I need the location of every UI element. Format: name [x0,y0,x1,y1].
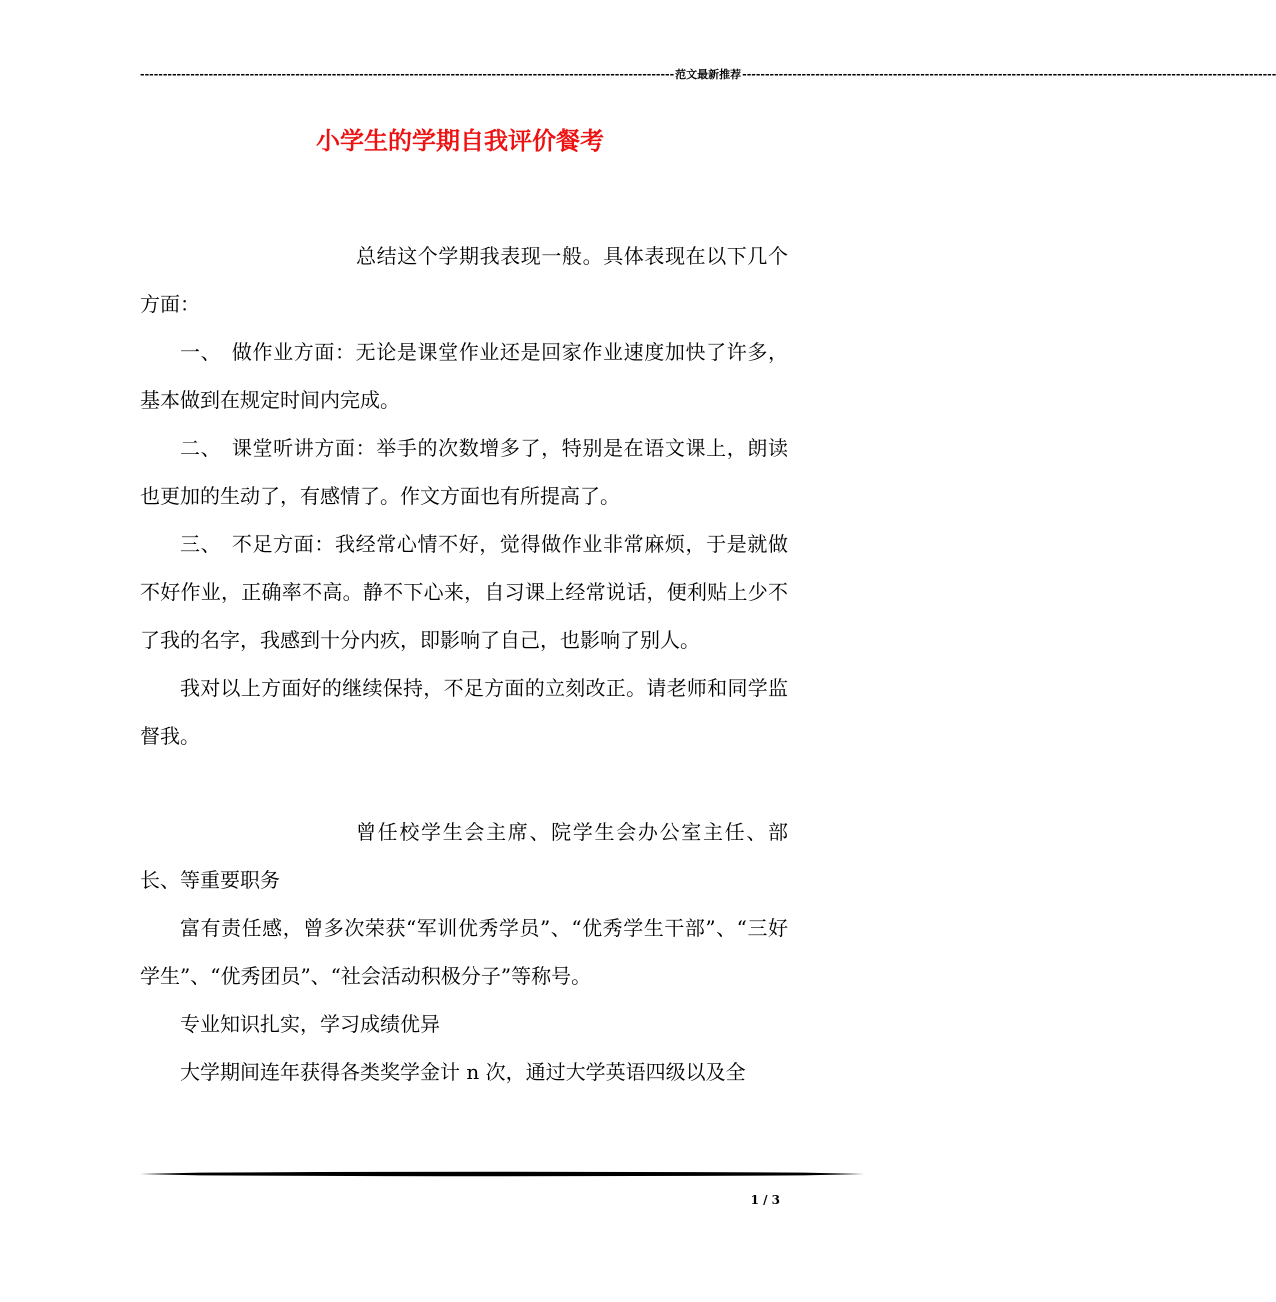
paragraph-honors: 富有责任感，曾多次荣获“军训优秀学员”、“优秀学生干部”、“三好学生”、“优秀团员”、“社会活动积极分子”等称号。 [140,916,788,988]
header-label: 范文最新推荐 [675,68,742,81]
paragraph-classroom: 二、 课堂听讲方面：举手的次数增多了，特别是在语文课上，朗读也更加的生动了，有感情了。作文方面也有所提高了。 [140,436,788,508]
header-left-dashes: --------------------------------------------------------------------------------------------------------------------- [140,68,675,81]
document-body [140,232,788,1096]
paragraph-positions: 曾任校学生会主席、院学生会办公室主任、部长、等重要职务 [140,820,788,892]
page-number: 1 / 3 [750,1193,780,1207]
paragraph-scholarship: 大学期间连年获得各类奖学金计 n 次，通过大学英语四级以及全 [180,1060,746,1084]
paragraph-shortcomings: 三、 不足方面：我经常心情不好，觉得做作业非常麻烦，于是就做不好作业，正确率不高。静不下心来，自习课上经常说话，便利贴上少不了我的名字，我感到十分内疚，即影响了自己，也影响了别人。 [140,532,788,652]
paragraph-knowledge: 专业知识扎实，学习成绩优异 [180,1012,440,1036]
document-title: 小学生的学期自我评价餐考 [316,127,604,155]
footer-rule [140,1171,864,1177]
paragraph-gap [140,760,788,808]
paragraph-conclusion: 我对以上方面好的继续保持，不足方面的立刻改正。请老师和同学监督我。 [140,676,788,748]
page-header [140,68,1276,82]
paragraph-homework: 一、 做作业方面：无论是课堂作业还是回家作业速度加快了许多，基本做到在规定时间内完成。 [140,340,788,412]
header-right-dashes: --------------------------------------------------------------------------------------------------------------------- [742,68,1276,81]
paragraph-summary: 总结这个学期我表现一般。具体表现在以下几个方面： [140,244,788,316]
